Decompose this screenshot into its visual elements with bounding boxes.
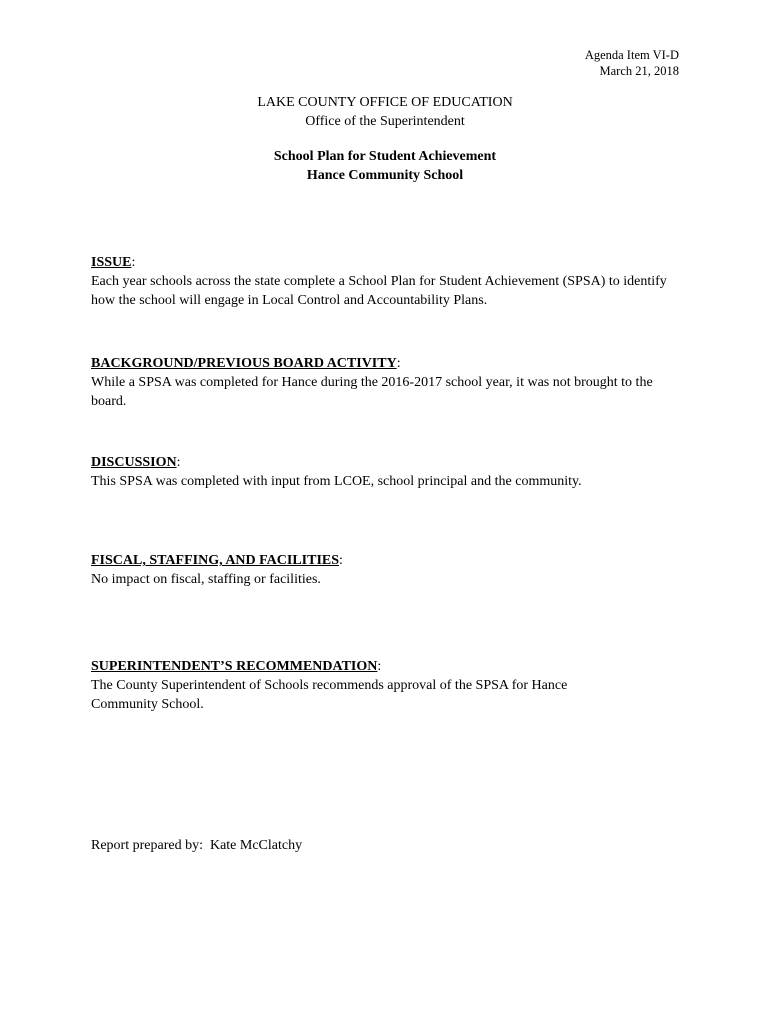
section-body-fiscal: No impact on fiscal, staffing or facilities. [91,572,321,587]
section-heading-background: BACKGROUND/PREVIOUS BOARD ACTIVITY [91,356,397,371]
prepared-by-label: Report prepared by: [91,838,203,853]
section-fiscal [91,551,691,589]
agenda-item-number: Agenda Item VI-D [584,48,679,62]
section-recommendation [91,657,691,714]
section-body-recommendation-line-1: The County Superintendent of Schools recommends approval of the SPSA for Hance [91,678,568,693]
organization-header [0,93,770,131]
section-heading-issue: ISSUE [91,255,132,270]
section-body-background: While a SPSA was completed for Hance during the 2016-2017 school year, it was not brought to the board. [91,375,653,409]
agenda-date: March 21, 2018 [599,64,679,78]
organization-name: LAKE COUNTY OFFICE OF EDUCATION [257,95,513,110]
section-body-issue: Each year schools across the state complete a School Plan for Student Achievement (SPSA) to identify how the school will engage in Local Control and Accountability Plans. [91,274,667,308]
heading-colon: : [396,356,401,371]
prepared-by-name: Kate McClatchy [209,838,303,853]
heading-colon: : [176,455,181,470]
section-body-recommendation-line-2: Community School. [91,697,204,712]
agenda-info [585,47,679,79]
heading-colon: : [131,255,136,270]
office-name: Office of the Superintendent [305,114,465,129]
document-title [0,147,770,185]
heading-colon: : [339,553,343,568]
section-heading-discussion: DISCUSSION [91,455,177,470]
report-prepared-by [91,836,691,855]
section-heading-recommendation: SUPERINTENDENT’S RECOMMENDATION [91,659,378,674]
section-background [91,354,691,411]
section-body-discussion: This SPSA was completed with input from LCOE, school principal and the community. [91,474,582,489]
heading-colon: : [377,659,382,674]
section-discussion [91,453,691,491]
section-heading-fiscal: FISCAL, STAFFING, AND FACILITIES [91,553,340,568]
section-issue [91,253,691,310]
title-line-2: Hance Community School [306,168,464,183]
title-line-1: School Plan for Student Achievement [273,149,497,164]
